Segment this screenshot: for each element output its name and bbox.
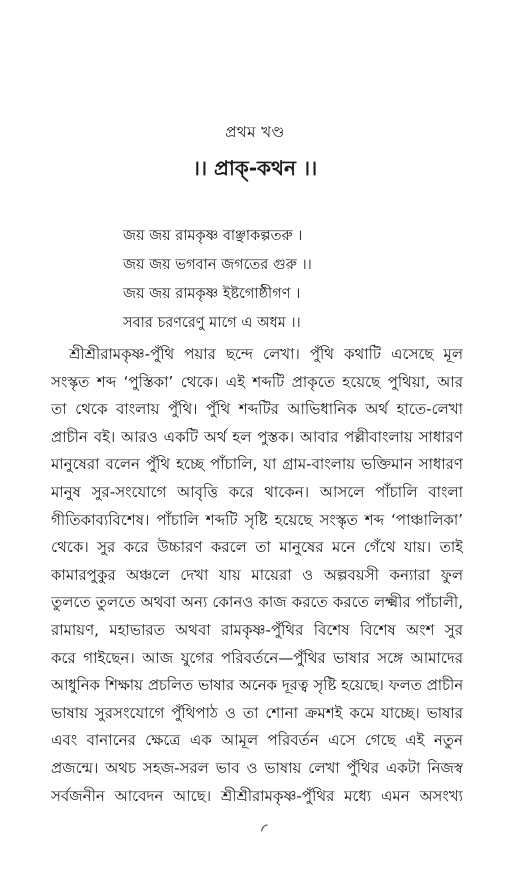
paragraph-line: তুলতে তুলতে অথবা অন্য কোনও কাজ করতে করতে লক্ষ্মীর পাঁচালী, <box>51 593 463 612</box>
paragraph-line: রামায়ণ, মহাভারত অথবা রামকৃষ্ণ-পুঁথির বিশেষ বিশেষ অংশ সুর <box>51 620 463 639</box>
paragraph-line: শ্রীশ্রীরামকৃষ্ণ-পুঁথি পয়ার ছন্দে লেখা। পুঁথি কথাটি এসেছে মূল <box>69 345 463 363</box>
paragraph-line: প্রাচীন বই। আরও একটি অর্থ হল পুস্তক। আবার পল্লীবাংলায় সাধারণ <box>51 427 463 446</box>
paragraph-line: এবং বানানের ক্ষেত্রে এক আমূল পরিবর্তন এসে গেছে এই নতুন <box>51 731 463 750</box>
verse-line: জয় জয় ভগবান জগতের গুরু ।। <box>123 257 312 273</box>
paragraph-line: প্রজন্মে। অথচ সহজ-সরল ভাব ও ভাষায় লেখা পুঁথির একটা নিজস্ব <box>51 758 463 777</box>
paragraph-line: তা থেকে বাংলায় পুঁথি। পুঁথি শব্দটির আভিধানিক অর্থ হাতে-লেখা <box>51 400 463 419</box>
paragraph-line: আধুনিক শিক্ষায় প্রচলিত ভাষার অনেক দূরত্ব সৃষ্টি হয়েছে। ফলত প্রাচীন <box>51 677 463 695</box>
verse-block <box>123 222 453 338</box>
paragraph-line: সংস্কৃত শব্দ ‘পুস্তিকা’ থেকে। এই শব্দটি প্রাকৃতে হয়েছে পুথিয়া, আর <box>51 372 463 391</box>
paragraph-line: ভাষায় সুরসংযোগে পুঁথিপাঠ ও তা শোনা ক্রমশই কমে যাচ্ছে। ভাষার <box>51 703 463 722</box>
paragraph-line: গীতিকাব্যবিশেষ। পাঁচালি শব্দটি সৃষ্টি হয়েছে সংস্কৃত শব্দ ‘পাঞ্চালিকা’ <box>51 510 463 529</box>
paragraph-line: সর্বজনীন আবেদন আছে। শ্রীশ্রীরামকৃষ্ণ-পুঁথির মধ্যে এমন অসংখ্য <box>51 786 463 805</box>
paragraph-line: মানুষ সুর-সংযোগে আবৃত্তি করে থাকেন। আসলে পাঁচালি বাংলা <box>51 482 463 501</box>
chapter-title: ।। প্রাক্-কথন ।। <box>192 156 318 180</box>
verse-line: সবার চরণরেণু মাগে এ অধম ।। <box>123 315 301 331</box>
verse-line: জয় জয় রামকৃষ্ণ ইষ্টগোষ্ঠীগণ । <box>123 286 301 302</box>
section-label: প্রথম খণ্ড <box>225 123 285 141</box>
paragraph-line: কামারপুকুর অঞ্চলে দেখা যায় মায়েরা ও অল্পবয়সী কন্যারা ফুল <box>51 565 463 584</box>
paragraph-line: করে গাইছেন। আজ যুগের পরিবর্তনে—পুঁথির ভাষার সঙ্গে আমাদের <box>51 648 463 667</box>
paragraph-line: থেকে। সুর করে উচ্চারণ করলে তা মানুষের মনে গেঁথে যায়। তাই <box>51 538 463 557</box>
paragraph-line: মানুষেরা বলেন পুঁথি হচ্ছে পাঁচালি, যা গ্রাম-বাংলায় ভক্তিমান সাধারণ <box>51 455 463 474</box>
ink-mark-icon <box>258 823 270 834</box>
page-mark <box>258 823 271 837</box>
verse-line: জয় জয় রামকৃষ্ণ বাঞ্ছাকল্পতরু । <box>123 228 303 244</box>
body-paragraph <box>51 341 463 810</box>
